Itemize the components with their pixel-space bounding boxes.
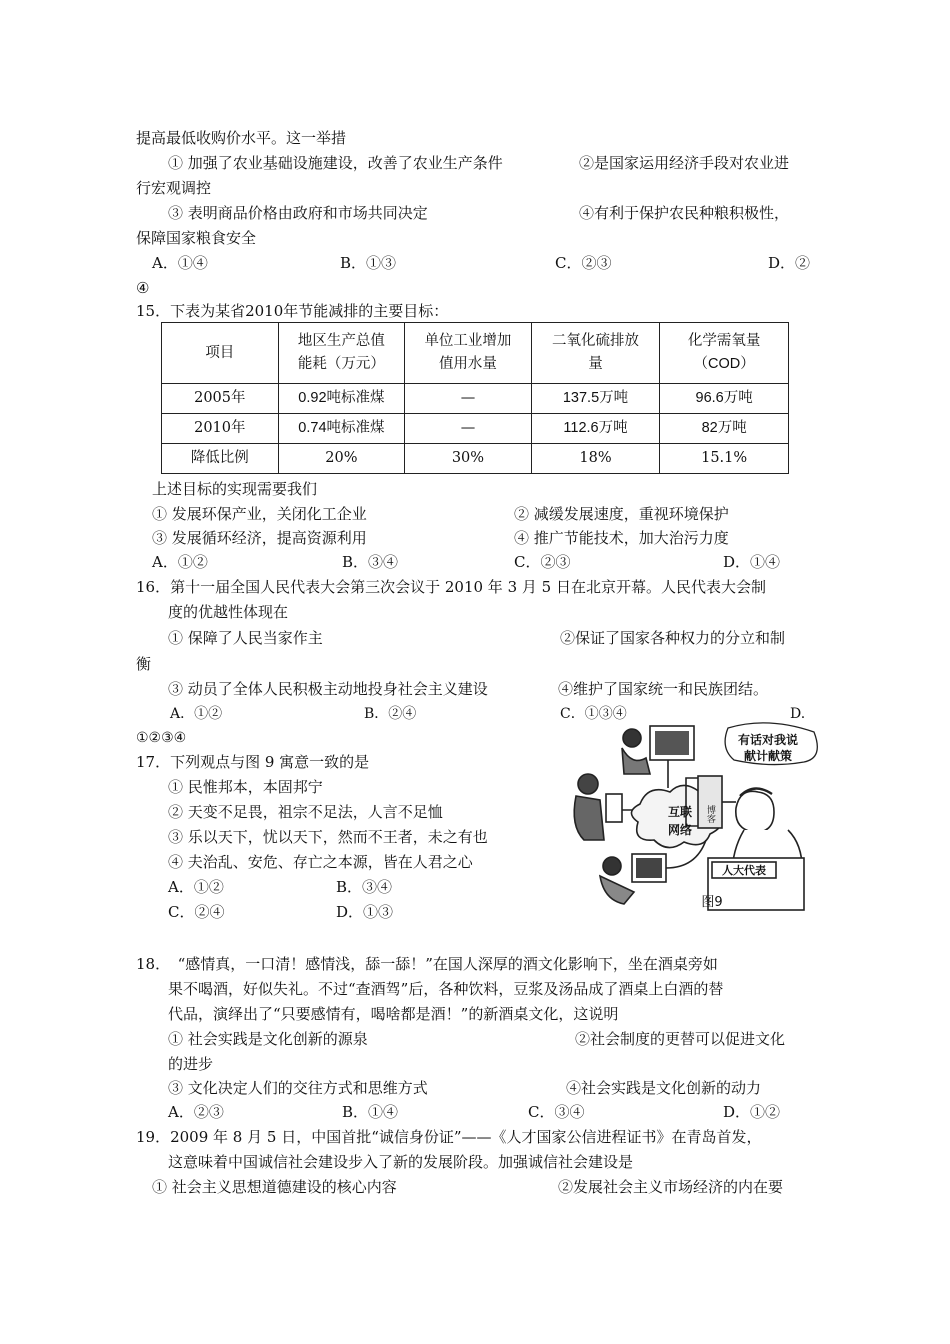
table-cell: 112.6万吨	[531, 414, 660, 444]
table-cell: 0.74吨标准煤	[278, 414, 405, 444]
q19-option-1: ① 社会主义思想道德建设的核心内容	[152, 1178, 397, 1196]
q16-stem-cont: 度的优越性体现在	[168, 603, 289, 621]
q17-stem: 17．下列观点与图 9 寓意一致的是	[136, 753, 370, 771]
q14-answer-a: A．①④	[152, 254, 208, 272]
q18-option-2: ②社会制度的更替可以促进文化	[575, 1030, 786, 1048]
q17-option-2: ② 天变不足畏，祖宗不足法，人言不足恤	[168, 803, 443, 821]
cloud-text-1: 互联	[667, 805, 693, 819]
q18-answer-d: D．①②	[723, 1103, 781, 1121]
bubble-text-1: 有话对我说	[737, 733, 799, 747]
table-row	[162, 414, 789, 444]
paper-text: 博客	[705, 805, 715, 823]
q15-option-1: ① 发展环保产业，关闭化工企业	[152, 505, 367, 523]
q17-answer-b: B．③④	[336, 878, 393, 896]
representative-head	[736, 791, 774, 832]
q16-option-1: ① 保障了人民当家作主	[168, 629, 323, 647]
q19-stem-cont: 这意味着中国诚信社会建设步入了新的发展阶段。加强诚信社会建设是	[168, 1153, 634, 1171]
header-item: 项目	[162, 323, 279, 384]
q17-option-4: ④ 夫治乱、安危、存亡之本源，皆在人君之心	[168, 853, 473, 871]
table-cell: 137.5万吨	[531, 384, 660, 414]
figure-caption: 图9	[701, 895, 723, 910]
q18-answer-b: B．①④	[342, 1103, 399, 1121]
q14-answer-c: C．②③	[555, 254, 612, 272]
q15-answer-c: C．②③	[514, 553, 571, 571]
table-header-row	[162, 323, 789, 384]
q15-option-2: ② 减缓发展速度，重视环境保护	[514, 505, 729, 523]
table-cell: 降低比例	[162, 444, 279, 474]
table-row	[162, 444, 789, 474]
table-cell: 30%	[405, 444, 532, 474]
q16-answer-d: D.	[790, 706, 806, 722]
q17-option-3: ③ 乐以天下，忧以天下，然而不王者，未之有也	[168, 828, 488, 846]
table-cell: 20%	[278, 444, 405, 474]
q16-option-4: ④维护了国家统一和民族团结。	[558, 680, 769, 698]
bubble-text-2: 献计献策	[743, 749, 793, 763]
q17-answer-a: A．①②	[168, 878, 224, 896]
q18-stem-cont-1: 果不喝酒，好似失礼。不过“查酒驾”后，各种饮料，豆浆及汤品成了酒桌上白酒的替	[168, 980, 724, 998]
q16-answer-c: C．①③④	[560, 706, 627, 722]
q17-option-1: ① 民惟邦本，本固邦宁	[168, 778, 323, 796]
q17-answer-d: D．①③	[336, 903, 394, 921]
figure-9-cartoon	[548, 718, 820, 922]
q19-option-2: ②发展社会主义市场经济的内在要	[558, 1178, 784, 1196]
q16-option-3: ③ 动员了全体人民积极主动地投身社会主义建设	[168, 680, 488, 698]
cloud-text-2: 网络	[667, 823, 693, 837]
q14-option-1: ① 加强了农业基础设施建设，改善了农业生产条件	[168, 154, 503, 172]
q18-answer-a: A．②③	[168, 1103, 224, 1121]
q18-option-4: ④社会实践是文化创新的动力	[566, 1079, 762, 1097]
q18-stem: 18． “感情真，一口清！感情浅，舔一舔！”在国人深厚的酒文化影响下，坐在酒桌旁如	[136, 955, 718, 973]
table-cell: 96.6万吨	[660, 384, 789, 414]
q18-option-3: ③ 文化决定人们的交往方式和思维方式	[168, 1079, 428, 1097]
table-row	[162, 384, 789, 414]
q14-answer-d: D．②	[768, 254, 811, 272]
q18-stem-cont-2: 代品，演绎出了“只要感情有，喝啥都是酒！”的新酒桌文化，这说明	[168, 1005, 619, 1023]
q14-option-3: ③ 表明商品价格由政府和市场共同决定	[168, 204, 428, 222]
q14-option-2-cont: 行宏观调控	[136, 179, 212, 197]
q18-option-2-cont: 的进步	[168, 1055, 214, 1073]
q17-answer-c: C．②④	[168, 903, 225, 921]
q16-option-2-cont: 衡	[136, 655, 152, 673]
header-water: 单位工业增加 值用水量	[405, 323, 532, 384]
q14-option-4-cont: 保障国家粮食安全	[136, 229, 257, 247]
q15-answer-d: D．①④	[723, 553, 781, 571]
table-cell: 82万吨	[660, 414, 789, 444]
q16-answer-d-cont: ①②③④	[136, 730, 187, 746]
q16-stem: 16．第十一届全国人民代表大会第三次会议于 2010 年 3 月 5 日在北京开幕。人民代表大会制	[136, 578, 766, 596]
header-energy: 地区生产总值 能耗（万元）	[278, 323, 405, 384]
table-cell: 2010年	[162, 414, 279, 444]
table-cell: 15.1%	[660, 444, 789, 474]
desk-label: 人大代表	[722, 864, 766, 877]
header-cod: 化学需氧量 （COD）	[660, 323, 789, 384]
q19-stem: 19．2009 年 8 月 5 日，中国首批“诚信身份证”——《人才国家公信进程证书》在青岛首发，	[136, 1128, 762, 1146]
q14-option-4: ④有利于保护农民种粮积极性，	[579, 204, 790, 222]
table-cell: 18%	[531, 444, 660, 474]
q14-option-2: ②是国家运用经济手段对农业进	[579, 154, 790, 172]
q18-option-1: ① 社会实践是文化创新的源泉	[168, 1030, 368, 1048]
q15-lead: 上述目标的实现需要我们	[152, 480, 318, 498]
table-cell: 2005年	[162, 384, 279, 414]
q16-answer-b: B．②④	[364, 706, 417, 722]
q16-answer-a: A．①②	[170, 706, 223, 722]
q15-option-3: ③ 发展循环经济，提高资源利用	[152, 529, 367, 547]
table-cell: 0.92吨标准煤	[278, 384, 405, 414]
q15-answer-b: B．③④	[342, 553, 399, 571]
table-cell: —	[405, 414, 532, 444]
q16-option-2: ②保证了国家各种权力的分立和制	[560, 629, 786, 647]
table-cell: —	[405, 384, 532, 414]
q18-answer-c: C．③④	[528, 1103, 585, 1121]
q14-answer-b: B．①③	[340, 254, 397, 272]
q15-option-4: ④ 推广节能技术，加大治污力度	[514, 529, 729, 547]
q14-intro: 提高最低收购价水平。这一举措	[136, 129, 347, 147]
q15-answer-a: A．①②	[152, 553, 208, 571]
energy-target-table	[161, 322, 789, 474]
header-so2: 二氧化硫排放 量	[531, 323, 660, 384]
q14-answer-d-cont: ④	[136, 279, 150, 297]
q15-stem: 15．下表为某省2010年节能减排的主要目标：	[136, 302, 449, 320]
